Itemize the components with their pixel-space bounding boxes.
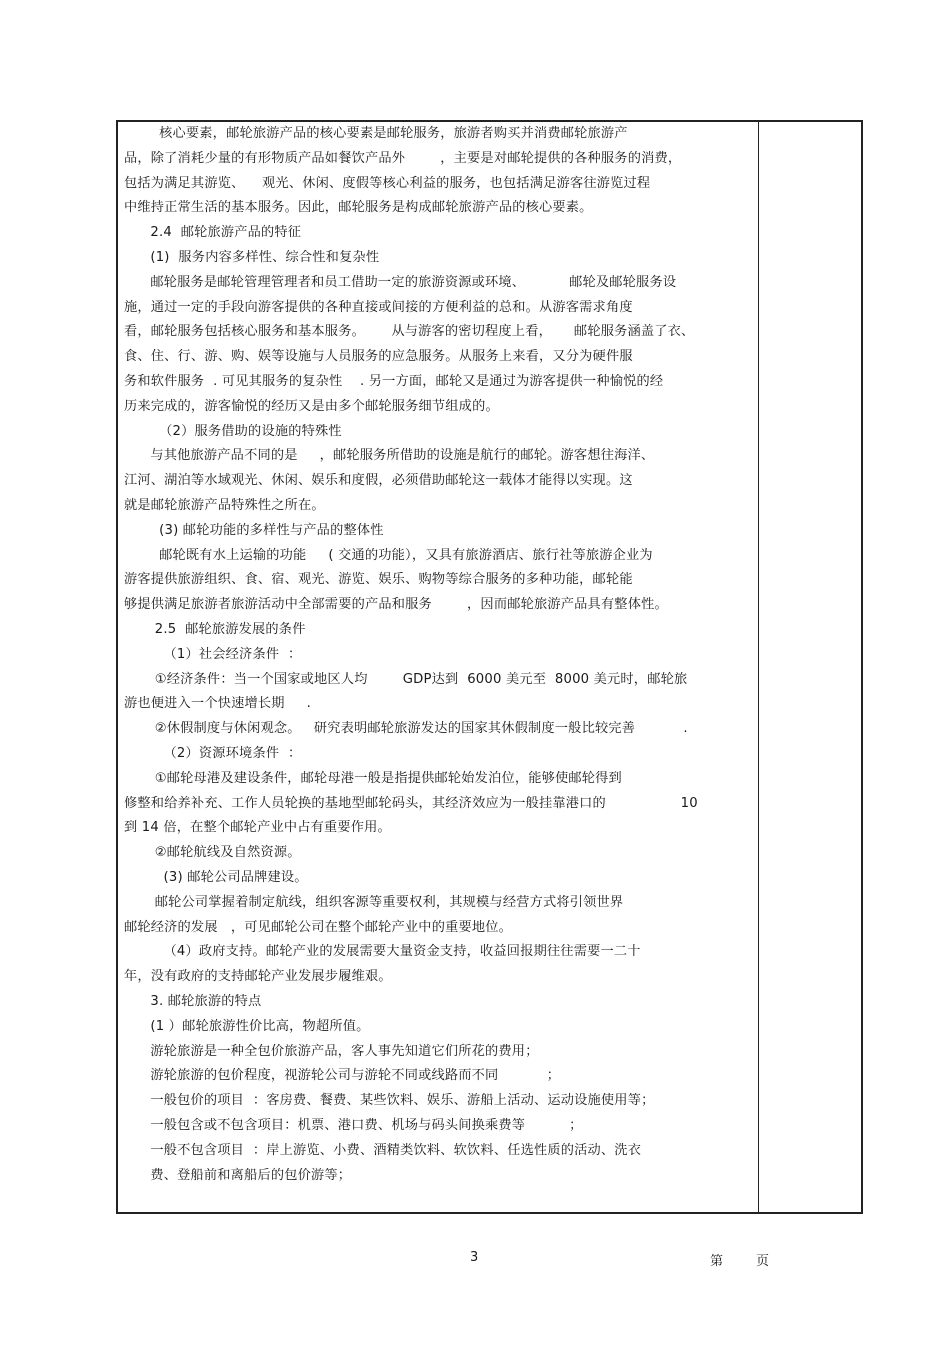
text-line: 核心要素，邮轮旅游产品的核心要素是邮轮服务，旅游者购买并消费邮轮旅游产	[124, 126, 628, 141]
text-line: 食、住、行、游、购、娱等设施与人员服务的应急服务。从服务上来看，又分为硬件服	[124, 349, 633, 365]
text-line: 游也便进入一个快速增长期 .	[124, 696, 312, 712]
text-line: 就是邮轮旅游产品特殊性之所在。	[124, 498, 325, 513]
subsection-heading: （1）社会经济条件 ：	[124, 646, 302, 662]
text-line: ②休假制度与休闲观念。 研究表明邮轮旅游发达的国家其休假制度一般比较完善 .	[124, 721, 688, 737]
page-number: 3	[470, 1250, 479, 1265]
subsection-heading: （2）资源环境条件 ：	[124, 746, 302, 761]
subsection-heading: (3) 邮轮公司品牌建设。	[124, 870, 308, 885]
text-line: 看，邮轮服务包括核心服务和基本服务。 从与游客的密切程度上看， 邮轮服务涵盖了衣、	[124, 324, 695, 340]
text-line: 与其他旅游产品不同的是 ，邮轮服务所借助的设施是航行的邮轮。游客想往海洋、	[124, 448, 655, 464]
section-heading: 2.4 邮轮旅游产品的特征	[124, 225, 302, 241]
text-line: 邮轮公司掌握着制定航线，组织客源等重要权利，其规模与经营方式将引领世界	[124, 894, 624, 910]
text-line: 品，除了消耗少量的有形物质产品如餐饮产品外 ，主要是对邮轮提供的各种服务的消费，	[124, 150, 682, 166]
text-line: 邮轮经济的发展 ，可见邮轮公司在整个邮轮产业中的重要地位。	[124, 919, 513, 935]
text-line: 游轮旅游的包价程度，视游轮公司与游轮不同或线路而不同 ；	[124, 1068, 561, 1084]
subsection-heading: （4）政府支持。邮轮产业的发展需要大量资金支持，收益回报期往往需要一二十	[124, 944, 641, 960]
text-line: 江河、湖泊等水域观光、休闲、娱乐和度假，必须借助邮轮这一载体才能得以实现。这	[124, 473, 633, 489]
text-line: 修整和给养补充、工作人员轮换的基地型邮轮码头，其经济效应为一般挂靠港口的 10	[124, 795, 698, 811]
text-line: 一般包含或不包含项目：机票、港口费、机场与码头间换乘费等 ；	[124, 1118, 583, 1133]
text-line: 够提供满足旅游者旅游活动中全部需要的产品和服务 ，因而邮轮旅游产品具有整体性。	[124, 597, 668, 613]
page-label-ye: 页	[756, 1254, 770, 1269]
text-line: 邮轮服务是邮轮管理管理者和员工借助一定的旅游资源或环境、 邮轮及邮轮服务设	[124, 274, 677, 290]
subsection-heading: (1 ）邮轮旅游性价比高，物超所值。	[124, 1018, 370, 1034]
section-heading: 2.5 邮轮旅游发展的条件	[124, 622, 306, 637]
text-line: 中维持正常生活的基本服务。因此，邮轮服务是构成邮轮旅游产品的核心要素。	[124, 200, 593, 216]
text-line: ①邮轮母港及建设条件，邮轮母港一般是指提供邮轮始发泊位，能够使邮轮得到	[124, 770, 622, 786]
text-line: 年，没有政府的支持邮轮产业发展步履维艰。	[124, 969, 392, 985]
column-divider	[758, 120, 759, 1214]
text-line: 费、登船前和离船后的包价游等；	[124, 1167, 352, 1183]
text-line: 游轮旅游是一种全包价旅游产品，客人事先知道它们所花的费用；	[124, 1043, 539, 1059]
text-line: 包括为满足其游览、 观光、休闲、度假等核心利益的服务，也包括满足游客往游览过程	[124, 175, 651, 191]
text-line: 施，通过一定的手段向游客提供的各种直接或间接的方便利益的总和。从游客需求角度	[124, 299, 633, 315]
page-label-di: 第	[710, 1254, 724, 1269]
text-line: ②邮轮航线及自然资源。	[124, 845, 301, 861]
text-line: 务和软件服务 . 可见其服务的复杂性 . 另一方面，邮轮又是通过为游客提供一种愉悦的经	[124, 374, 664, 389]
text-line: 一般不包含项目 ：岸上游览、小费、酒精类饮料、软饮料、任选性质的活动、洗衣	[124, 1142, 642, 1158]
text-line: 邮轮既有水上运输的功能 ( 交通的功能），又具有旅游酒店、旅行社等旅游企业为	[124, 547, 653, 563]
subsection-heading: （2）服务借助的设施的特殊性	[124, 423, 342, 439]
text-line: ①经济条件：当一个国家或地区人均 GDP达到 6000 美元至 8000 美元时，邮轮旅	[124, 671, 688, 687]
subsection-heading: (1) 服务内容多样性、综合性和复杂性	[124, 250, 380, 265]
text-line: 一般包价的项目 ：客房费、餐费、某些饮料、娱乐、游船上活动、运动设施使用等；	[124, 1093, 655, 1109]
text-line: 游客提供旅游组织、食、宿、观光、游览、娱乐、购物等综合服务的多种功能，邮轮能	[124, 572, 633, 588]
text-line: 到 14 倍，在整个邮轮产业中占有重要作用。	[124, 820, 391, 836]
subsection-heading: (3) 邮轮功能的多样性与产品的整体性	[124, 522, 384, 538]
text-line: 历来完成的，游客愉悦的经历又是由多个邮轮服务细节组成的。	[124, 398, 499, 414]
section-heading: 3. 邮轮旅游的特点	[124, 994, 262, 1009]
